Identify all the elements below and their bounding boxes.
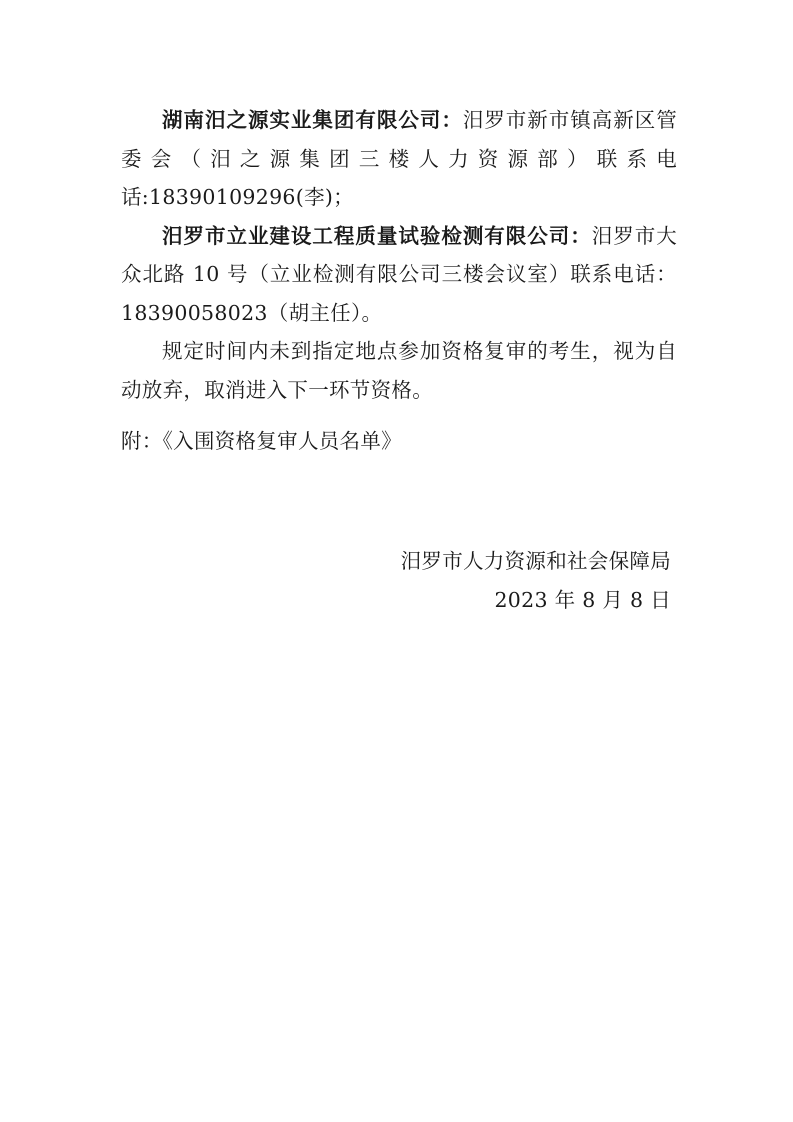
attachment-line: 附：《入围资格复审人员名单》: [121, 429, 402, 453]
issuer-block: [401, 542, 671, 619]
contact-detail-1: 汨罗市新市镇高新区管委会（汨之源集团三楼人力资源部）联系电话:18390109296(李)；: [121, 108, 678, 209]
issue-date: 2023 年 8 月 8 日: [494, 587, 671, 612]
document-body: [121, 101, 677, 409]
contact-paragraph-2: [121, 217, 677, 333]
contact-org-1: 湖南汨之源实业集团有限公司：: [162, 108, 463, 132]
contact-paragraph-1: [121, 101, 677, 217]
issuer-name: 汨罗市人力资源和社会保障局: [400, 549, 671, 573]
contact-org-2: 汨罗市立业建设工程质量试验检测有限公司：: [162, 223, 592, 248]
notice-paragraph: 规定时间内未到指定地点参加资格复审的考生，视为自动放弃，取消进入下一环节资格。: [121, 339, 677, 402]
contact-detail-2: 汨罗市大众北路 10 号（立业检测有限公司三楼会议室）联系电话：18390058023（胡主任）。: [121, 223, 678, 325]
